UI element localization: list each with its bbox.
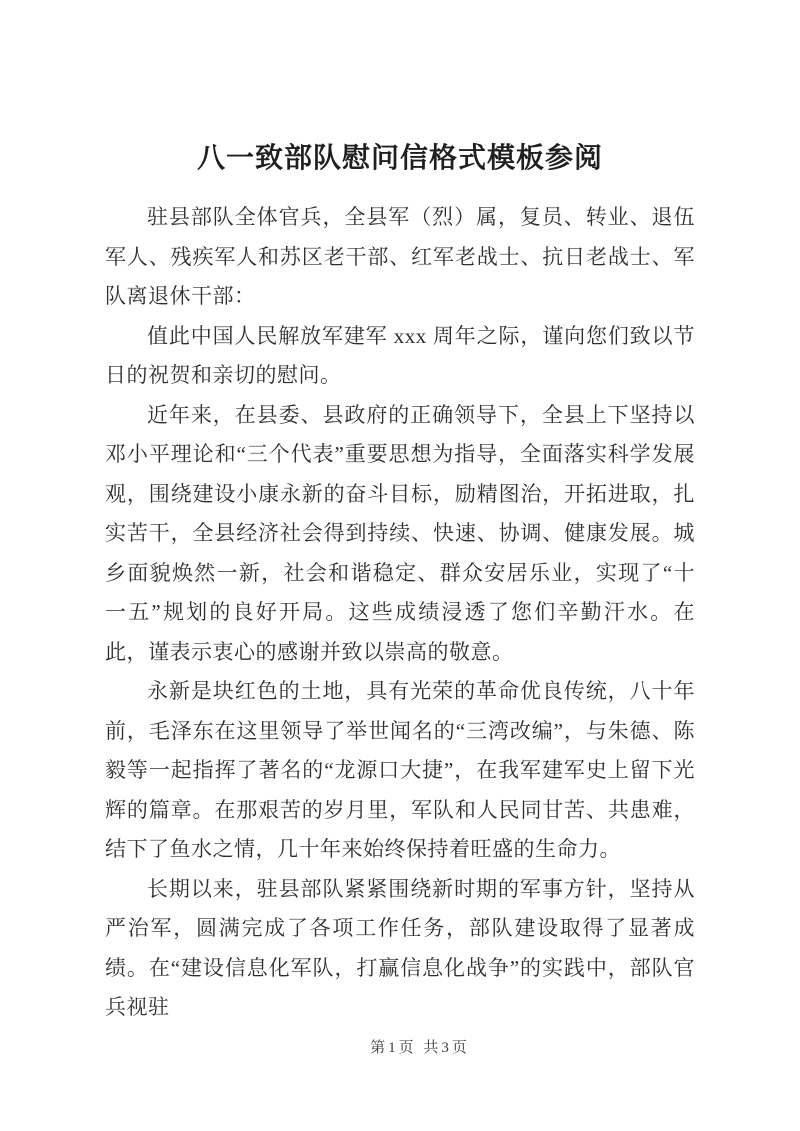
- paragraph-achievements: 近年来，在县委、县政府的正确领导下，全县上下坚持以邓小平理论和“三个代表”重要思想为指导，全面落实科学发展观，围绕建设小康永新的奋斗目标，励精图治，开拓进取，扎实苦干，全县经济社会得到持续、快速、协调、健康发展。城乡面貌焕然一新，社会和谐稳定、群众安居乐业，实现了“十一五”规划的良好开局。这些成绩浸透了您们辛勤汗水。在此，谨表示衷心的感谢并致以崇高的敬意。: [105, 402, 695, 664]
- page-number-indicator: 第1页 共3页: [370, 1040, 470, 1056]
- paragraph-greeting: 值此中国人民解放军建军 xxx 周年之际，谨向您们致以节日的祝贺和亲切的慰问。: [105, 323, 695, 387]
- paragraph-army-building: 长期以来，驻县部队紧紧围绕新时期的军事方针，坚持从严治军，圆满完成了各项工作任务，部队建设取得了显著成绩。在“建设信息化军队，打赢信息化战争”的实践中，部队官兵视驻: [105, 876, 695, 1019]
- document-content: [105, 138, 695, 1028]
- document-title: 八一致部队慰问信格式模板参阅: [196, 143, 603, 174]
- document-body: [105, 198, 695, 1028]
- paragraph-salutation: 驻县部队全体官兵，全县军（烈）属，复员、转业、退伍军人、残疾军人和苏区老干部、红军老战士、抗日老战士、军队离退休干部：: [105, 205, 695, 308]
- paragraph-history: 永新是块红色的土地，具有光荣的革命优良传统，八十年前，毛泽东在这里领导了举世闻名的“三湾改编”，与朱德、陈毅等一起指挥了著名的“龙源口大捷”，在我军建军史上留下光辉的篇章。在那艰苦的岁月里，军队和人民同甘苦、共患难，结下了鱼水之情，几十年来始终保持着旺盛的生命力。: [105, 679, 695, 861]
